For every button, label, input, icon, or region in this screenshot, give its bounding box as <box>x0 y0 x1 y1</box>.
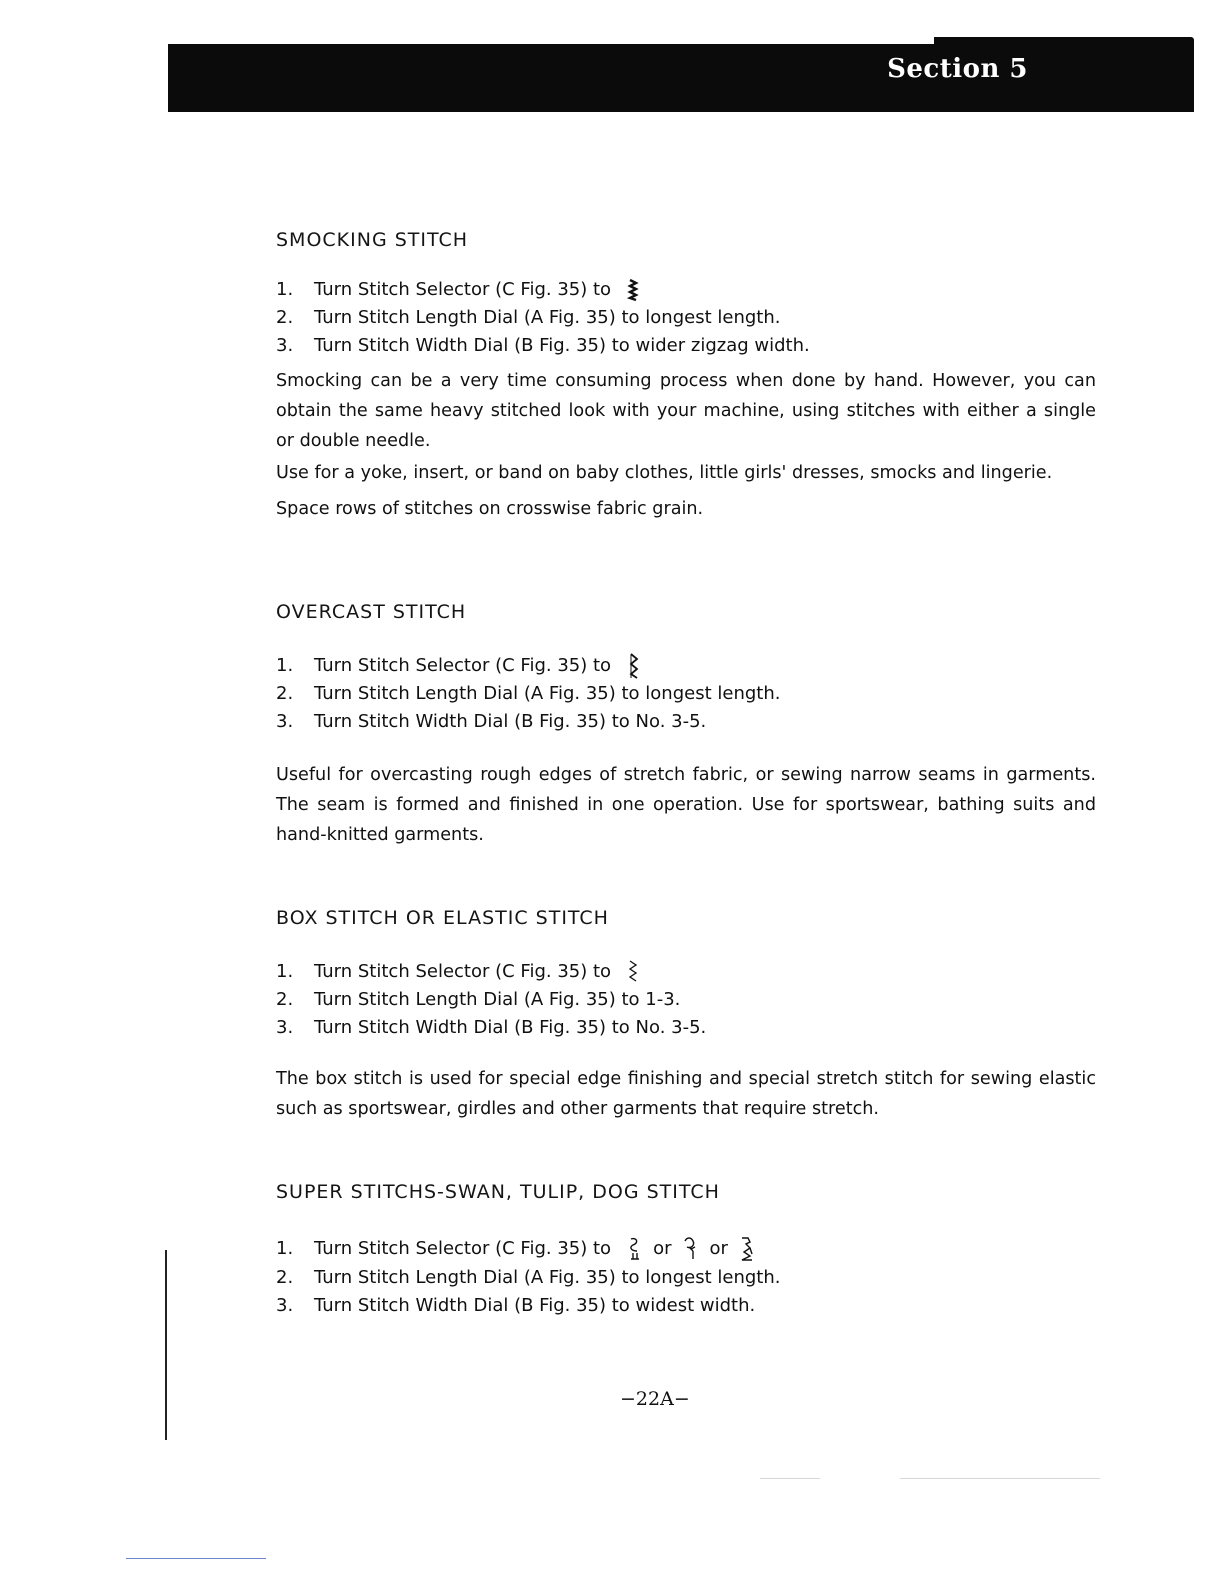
overcast-pattern-icon <box>627 652 641 680</box>
dog-pattern-icon <box>738 1234 756 1264</box>
body-paragraph: Use for a yoke, insert, or band on baby clothes, little girls' dresses, smocks and lingerie. <box>276 463 1053 483</box>
step-text: Turn Stitch Width Dial (B Fig. 35) to No. 3-5. <box>314 1017 707 1038</box>
body-paragraph: The box stitch is used for special edge finishing and special stretch stitch for sewing elastic such as sportswear, girdles and other garments that require stretch. <box>276 1069 1096 1119</box>
step-item <box>276 958 1096 986</box>
step-item <box>276 986 1096 1014</box>
section-heading: SUPER STITCHS-SWAN, TULIP, DOG STITCH <box>276 1181 720 1203</box>
step-text: Turn Stitch Width Dial (B Fig. 35) to No. 3-5. <box>314 711 707 732</box>
step-item <box>276 1014 1096 1042</box>
step-text: Turn Stitch Selector (C Fig. 35) to <box>314 961 612 982</box>
section-heading: BOX STITCH OR ELASTIC STITCH <box>276 907 609 929</box>
step-number: 3. <box>276 1295 294 1316</box>
step-text: Turn Stitch Width Dial (B Fig. 35) to wider zigzag width. <box>314 335 810 356</box>
step-number: 3. <box>276 335 294 356</box>
scan-artifact <box>760 1478 820 1479</box>
section-header-bar <box>168 44 1194 112</box>
step-text: Turn Stitch Length Dial (A Fig. 35) to longest length. <box>314 307 781 328</box>
step-number: 2. <box>276 683 294 704</box>
step-item <box>276 1264 1096 1292</box>
tulip-pattern-icon <box>681 1235 699 1263</box>
step-text: Turn Stitch Length Dial (A Fig. 35) to 1-3. <box>314 989 681 1010</box>
step-number: 2. <box>276 989 294 1010</box>
body-paragraph: Smocking can be a very time consuming process when done by hand. However, you can obtain the same heavy stitched look with your machine, using stitches with either a single or double needle. <box>276 371 1096 451</box>
step-number: 3. <box>276 711 294 732</box>
step-list <box>276 276 1096 360</box>
scan-margin-line <box>165 1250 167 1440</box>
bottom-rule <box>126 1558 266 1559</box>
step-number: 1. <box>276 655 294 676</box>
step-text: Turn Stitch Selector (C Fig. 35) to <box>314 279 612 300</box>
section-heading: OVERCAST STITCH <box>276 601 467 623</box>
step-number: 2. <box>276 307 294 328</box>
body-paragraph: Space rows of stitches on crosswise fabric grain. <box>276 499 704 519</box>
section-heading: SMOCKING STITCH <box>276 229 469 251</box>
step-text: Turn Stitch Selector (C Fig. 35) to <box>314 1238 612 1259</box>
step-number: 3. <box>276 1017 294 1038</box>
step-number: 1. <box>276 1238 294 1259</box>
section-label: Section 5 <box>887 54 1028 84</box>
step-item <box>276 652 1096 680</box>
smocking-pattern-icon <box>627 278 639 302</box>
body-paragraph: Useful for overcasting rough edges of stretch fabric, or sewing narrow seams in garments. The seam is formed and finished in one operation. Use for sportswear, bathing suits and hand-knitted garments. <box>276 765 1096 845</box>
step-text: Turn Stitch Length Dial (A Fig. 35) to longest length. <box>314 683 781 704</box>
page-number: −22A− <box>620 1388 690 1410</box>
super-stitch-section <box>276 1180 1096 1320</box>
step-list <box>276 958 1096 1042</box>
overcast-section <box>276 600 1096 850</box>
step-number: 1. <box>276 279 294 300</box>
step-list <box>276 1234 1096 1320</box>
step-text: Turn Stitch Width Dial (B Fig. 35) to widest width. <box>314 1295 756 1316</box>
or-text: or <box>653 1238 672 1259</box>
smocking-section <box>276 228 1096 524</box>
step-item <box>276 1292 1096 1320</box>
step-item <box>276 680 1096 708</box>
step-item <box>276 708 1096 736</box>
swan-pattern-icon <box>627 1235 643 1263</box>
step-item <box>276 304 1096 332</box>
step-number: 1. <box>276 961 294 982</box>
step-number: 2. <box>276 1267 294 1288</box>
step-item <box>276 1234 1096 1264</box>
step-list <box>276 652 1096 736</box>
step-item <box>276 276 1096 304</box>
or-text: or <box>709 1238 728 1259</box>
step-text: Turn Stitch Length Dial (A Fig. 35) to longest length. <box>314 1267 781 1288</box>
box-pattern-icon <box>627 959 639 985</box>
scan-artifact <box>900 1478 1100 1479</box>
step-text: Turn Stitch Selector (C Fig. 35) to <box>314 655 612 676</box>
step-item <box>276 332 1096 360</box>
box-stitch-section <box>276 906 1096 1124</box>
